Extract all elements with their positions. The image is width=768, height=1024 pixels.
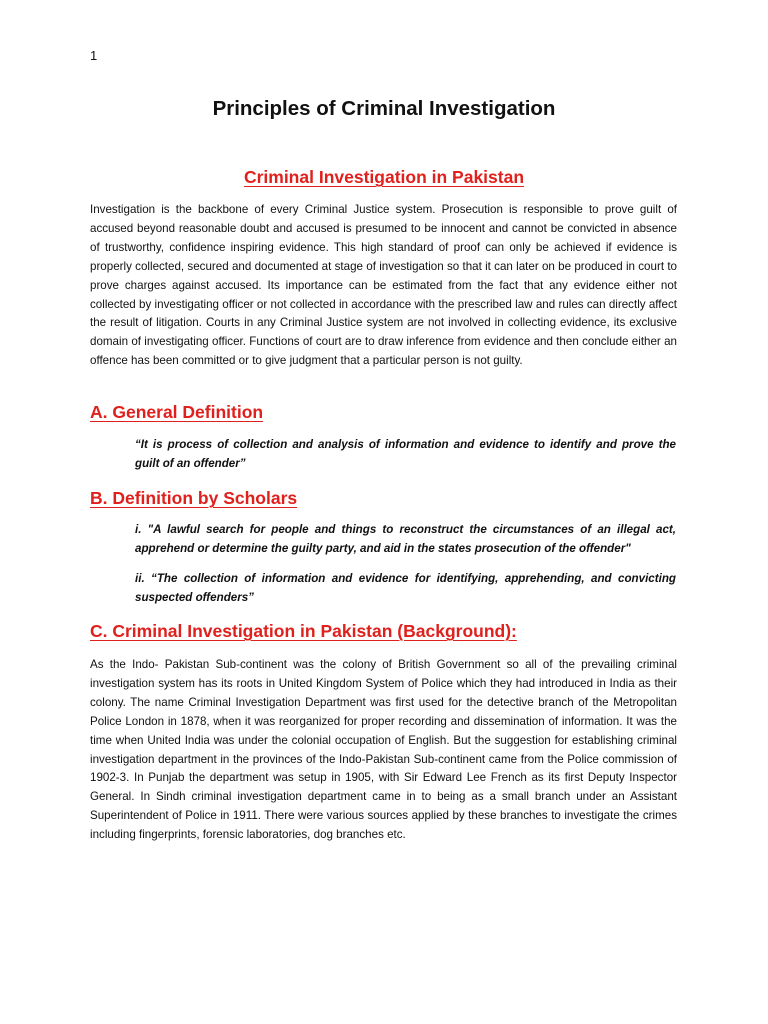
scholar-definition-item: i. "A lawful search for people and things to reconstruct the circumstances of an illegal act, apprehend or determine the guilty party, and aid in the states prosecution of the offender" (135, 523, 676, 555)
background-paragraph: As the Indo- Pakistan Sub-continent was the colony of British Government so all of the prevailing criminal investigation system has its roots in United Kingdom System of Police which they had introduced in India as their colony. The name Criminal Investigation Department was first used for the detective branch of the Metropolitan Police London in 1878, when it was reorganized for proper recording and dissemination of information. It was the time when United India was under the colonial occupation of English. But the suggestion for establishing criminal investigation department in the provinces of the Indo-Pakistan Sub-continent came from the Police commission of 1902-3. In Punjab the department was setup in 1905, with Sir Edward Lee French as its first Deputy Inspector General. In Sindh criminal investigation department came in to being as a small branch under an Assistant Superintendent of Police in 1911. There were various sources applied by these branches to investigate the crimes including fingerprints, forensic laboratories, dog branches etc. (90, 658, 677, 842)
scholar-definition-item: ii. “The collection of information and evidence for identifying, apprehending, and convicting suspected offenders” (135, 572, 676, 604)
scholar-definitions-heading: B. Definition by Scholars (90, 488, 298, 508)
general-definition-heading: A. General Definition (90, 402, 264, 422)
background-heading: C. Criminal Investigation in Pakistan (Background): (90, 621, 517, 641)
section-title: Criminal Investigation in Pakistan (243, 167, 525, 187)
general-definition-quote: “It is process of collection and analysis of information and evidence to identify and prove the guilt of an offender” (135, 438, 676, 470)
intro-paragraph: Investigation is the backbone of every Criminal Justice system. Prosecution is responsible to prove guilt of accused beyond reasonable doubt and accused is presumed to be innocent and cannot be convicted in absence of trustworthy, confidence inspiring evidence. This high standard of proof can only be achieved if evidence is properly collected, secured and documented at stage of investigation so that it can later on be produced in court to prove charges against accused. Its importance can be estimated from the fact that any evidence either not collected by investigating officer or not collected in accordance with the prescribed law and rules can directly affect the result of litigation. Courts in any Criminal Justice system are not involved in collecting evidence, its exclusive domain of investigating officer. Functions of court are to draw inference from evidence and then conclude either an offence has been committed or to give judgment that a particular person is not guilty. (90, 203, 677, 368)
page-number: 1 (90, 48, 98, 63)
document-title: Principles of Criminal Investigation (212, 97, 556, 120)
